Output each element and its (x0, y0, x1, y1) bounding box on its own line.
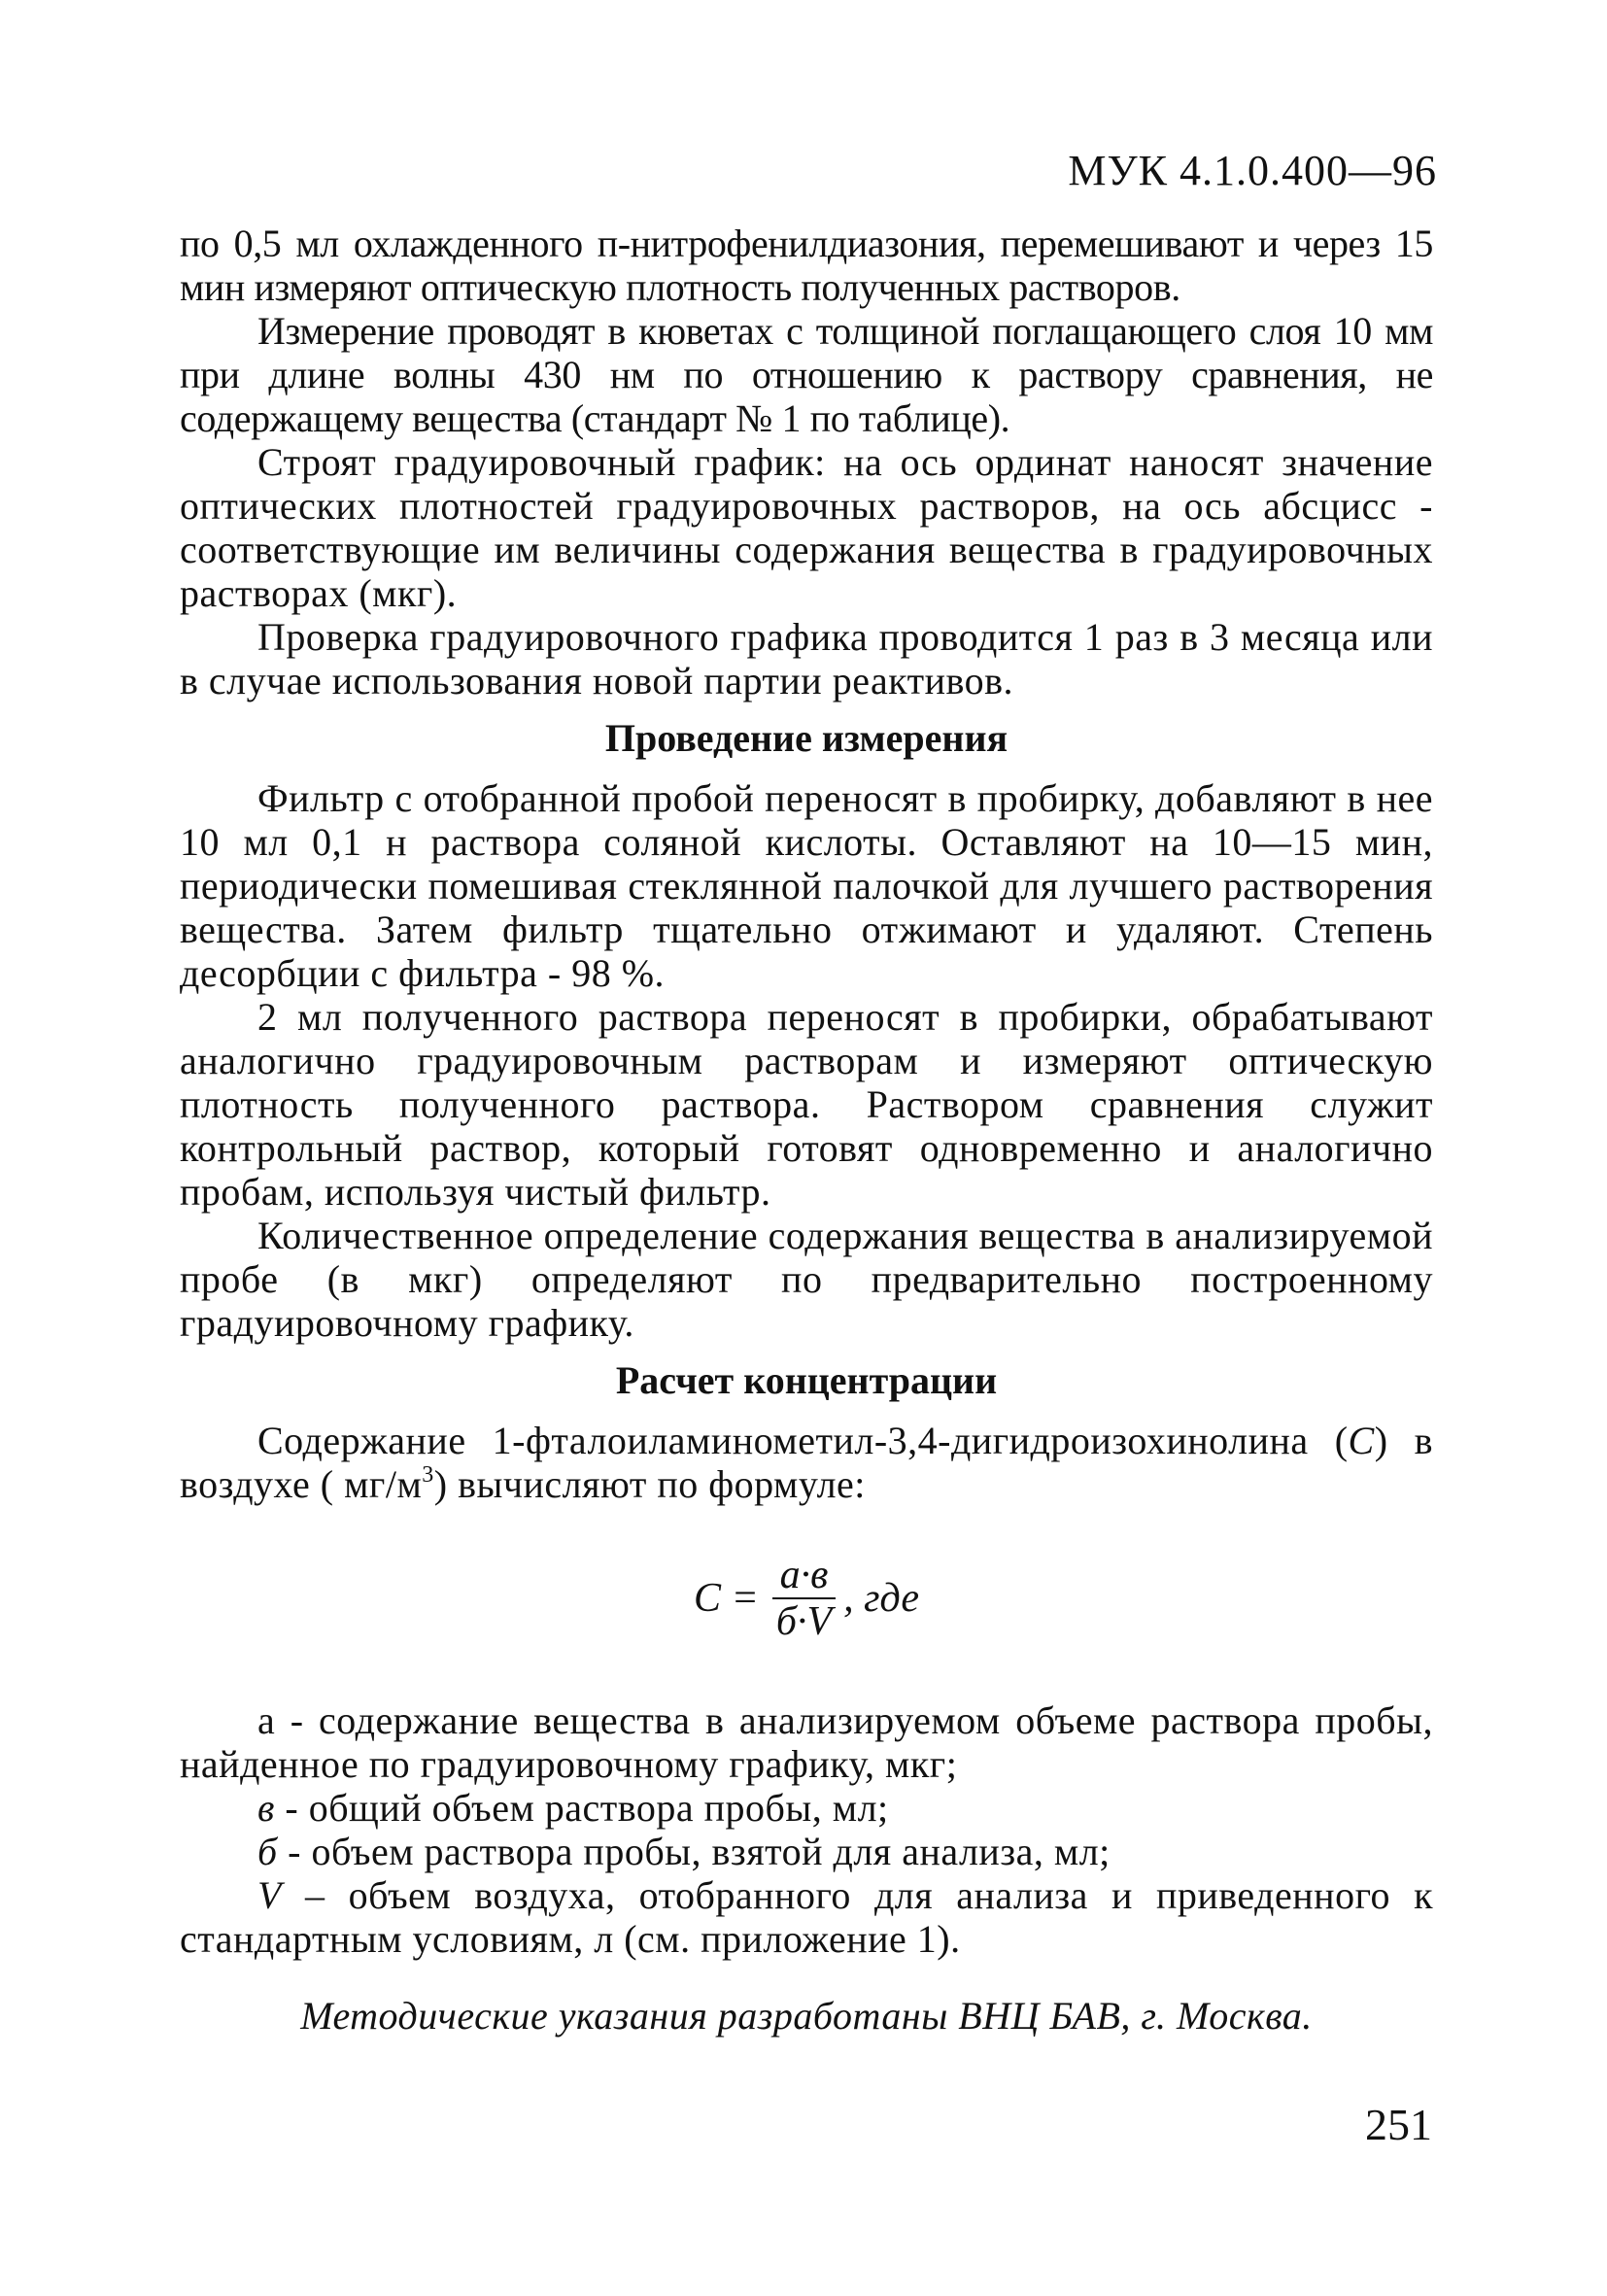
definition-b-text: - объем раствора пробы, взятой для анализа, мл; (277, 1830, 1111, 1873)
definition-v-text: - общий объем раствора пробы, мл; (274, 1786, 889, 1830)
paragraph-quantification: Количественное определение содержания вещества в анализируемой пробе (в мкг) определяют по предварительно построенному градуировочному графику. (180, 1214, 1433, 1345)
formula-intro-text-mid: ) в воздухе ( мг/м (180, 1419, 1433, 1506)
paragraph-graph-check: Проверка градуировочного графика проводится 1 раз в 3 месяца или в случае использования новой партии реактивов. (180, 615, 1433, 703)
definition-air-volume (180, 1873, 1433, 1961)
formula-intro-superscript: 3 (422, 1462, 434, 1488)
concentration-formula (180, 1545, 1433, 1652)
formula-denominator: б·V (775, 1599, 833, 1644)
document-body (180, 222, 1433, 2038)
definition-v-symbol: в (257, 1786, 275, 1830)
formula-numerator: а·в (779, 1553, 829, 1597)
section-heading-calculation: Расчет концентрации (615, 1358, 998, 1402)
paragraph-continuation: по 0,5 мл охлажденного п-нитрофенилдиазония, перемешивают и через 15 мин измеряют оптическую плотность полученных растворов. (180, 222, 1433, 309)
definition-b-symbol: б (257, 1830, 278, 1873)
authorship-note: Методические указания разработаны ВНЦ БАВ, г. Москва. (300, 1994, 1313, 2038)
document-code-header: МУК 4.1.0.400—96 (1068, 147, 1437, 194)
paragraph-sample-processing: 2 мл полученного раствора переносят в пробирки, обрабатывают аналогично градуировочным растворам и измеряют оптическую плотность полученного раствора. Раствором сравнения служит контрольный раствор, который готовят одновременно и аналогично пробам, используя чистый фильтр. (180, 995, 1433, 1214)
paragraph-formula-intro (180, 1419, 1433, 1506)
definition-b (180, 1830, 1433, 1873)
formula-tail: , где (843, 1575, 919, 1621)
definition-a-symbol: а (257, 1698, 276, 1742)
definition-v (180, 1786, 1433, 1830)
definition-a-text: - содержание вещества в анализируемом объеме раствора пробы, найденное по градуировочному графику, мкг; (180, 1698, 1433, 1786)
formula-intro-variable-c: С (1348, 1419, 1375, 1462)
formula-lhs: С = (694, 1575, 759, 1621)
definition-air-volume-text: – объем воздуха, отобранного для анализа и приведенного к стандартным условиям, л (см. приложение 1). (180, 1873, 1433, 1961)
paragraph-measurement-cuvette: Измерение проводят в кюветах с толщиной поглащающего слоя 10 мм при длине волны 430 нм по отношению к раствору сравнения, не содержащему вещества (стандарт № 1 по таблице). (180, 309, 1433, 440)
section-heading-measurement: Проведение измерения (604, 716, 1009, 760)
definition-air-volume-symbol: V (257, 1873, 282, 1917)
paragraph-calibration-graph: Строят градуировочный график: на ось ординат наносят значение оптических плотностей градуировочных растворов, на ось абсцисс - соответствующие им величины содержания вещества в градуировочных растворах (мкг). (180, 440, 1433, 615)
page-number: 251 (1365, 2100, 1432, 2149)
paragraph-filter-transfer: Фильтр с отобранной пробой переносят в пробирку, добавляют в нее 10 мл 0,1 н раствора соляной кислоты. Оставляют на 10—15 мин, периодически помешивая стеклянной палочкой для лучшего растворения вещества. Затем фильтр тщательно отжимают и удаляют. Степень десорбции с фильтра - 98 %. (180, 776, 1433, 995)
formula-intro-text-start: Содержание 1-фталоиламинометил-3,4-дигидроизохинолина ( (257, 1419, 1349, 1462)
definition-a (180, 1698, 1433, 1786)
formula-intro-text-end: ) вычисляют по формуле: (433, 1462, 866, 1506)
formula-fraction (772, 1553, 836, 1644)
